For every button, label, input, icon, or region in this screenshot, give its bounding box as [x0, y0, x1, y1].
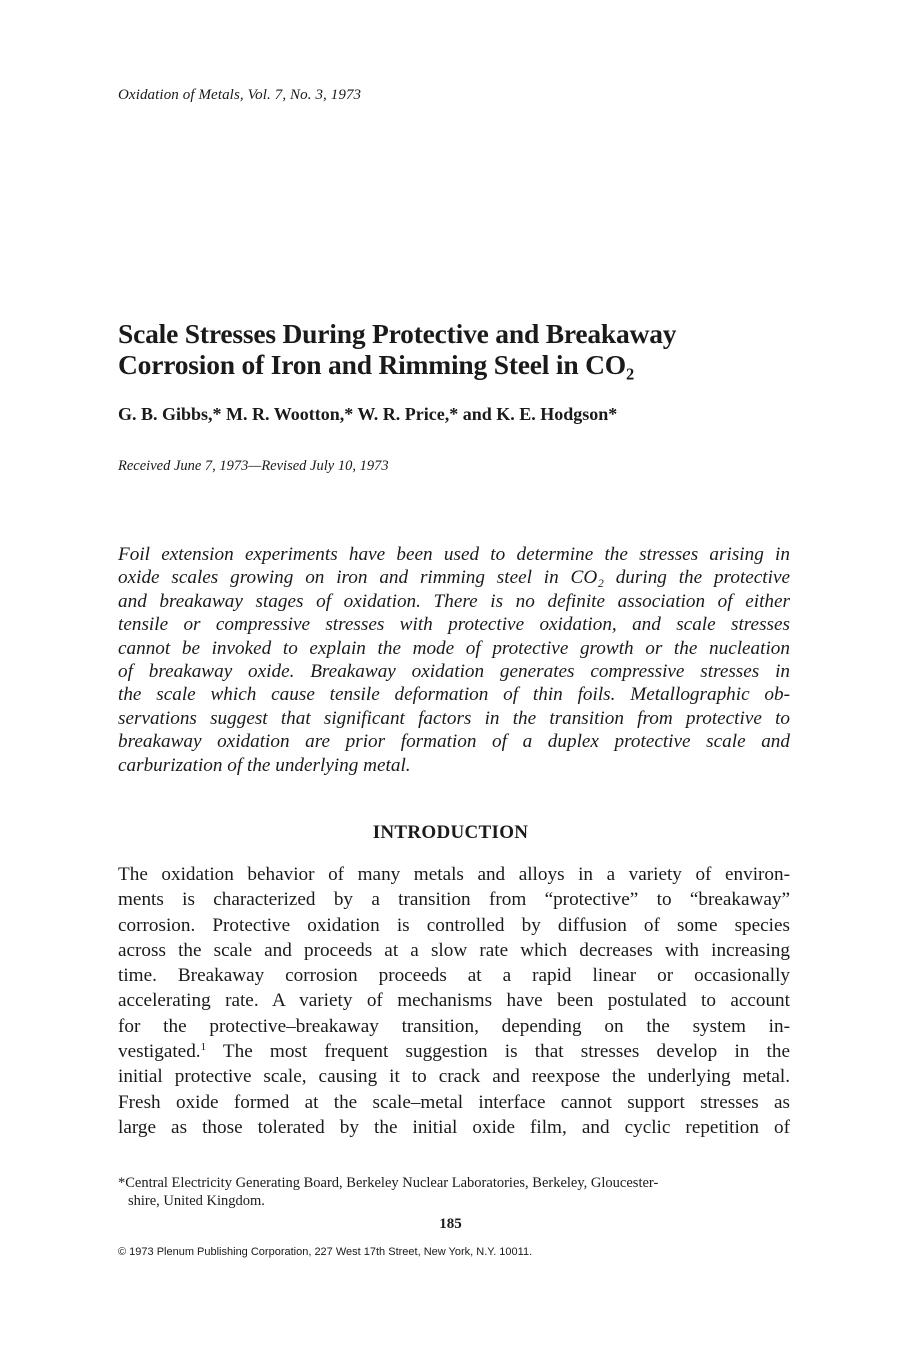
body-line: accelerating rate. A variety of mechanisms have been postulated to account [118, 990, 790, 1012]
title-line-1: Scale Stresses During Protective and Breakaway [118, 318, 677, 349]
affiliation-footnote [118, 1174, 793, 1210]
body-line: The oxidation behavior of many metals and alloys in a variety of environ- [118, 864, 790, 885]
body-line: across the scale and proceeds at a slow rate which decreases with increasing [118, 939, 790, 961]
body-line: corrosion. Protective oxidation is controlled by diffusion of some species [118, 914, 790, 936]
body-line-with-reference [118, 1039, 790, 1064]
article-title [118, 318, 818, 380]
body-line: for the protective–breakaway transition, depending on the system in- [118, 1015, 790, 1037]
abstract-line: Foil extension experiments have been used to determine the stresses arising in [118, 544, 790, 565]
section-heading: INTRODUCTION [372, 822, 529, 843]
received-dates: Received June 7, 1973—Revised July 10, 1973 [118, 458, 389, 474]
abstract-line: oxide scales growing on iron and rimming steel in CO₂ during the protective [118, 567, 790, 589]
abstract-line: servations suggest that significant factors in the transition from protective to [118, 707, 790, 729]
footnote-line-2: shire, United Kingdom. [128, 1193, 265, 1209]
body-line-end: The most frequent suggestion is that stresses develop in the [206, 1041, 790, 1063]
abstract-line: tensile or compressive stresses with protective oxidation, and scale stresses [118, 614, 790, 636]
body-line: Fresh oxide formed at the scale–metal interface cannot support stresses as [118, 1091, 790, 1113]
journal-citation: Oxidation of Metals, Vol. 7, No. 3, 1973 [118, 87, 362, 103]
abstract-line: of breakaway oxide. Breakaway oxidation generates compressive stresses in [118, 660, 790, 682]
reference-marker: 1 [200, 1041, 207, 1054]
introduction-text [118, 862, 790, 1140]
abstract [118, 543, 790, 777]
abstract-line: breakaway oxidation are prior formation of a duplex protective scale and [118, 731, 790, 753]
abstract-line: carburization of the underlying metal. [118, 754, 411, 776]
page-number: 185 [439, 1216, 462, 1232]
body-line: ments is characterized by a transition from “protective” to “breakaway” [118, 889, 790, 911]
body-line: initial protective scale, causing it to crack and reexpose the underlying metal. [118, 1066, 790, 1088]
abstract-line: and breakaway stages of oxidation. There is no definite association of either [118, 590, 790, 612]
abstract-line: the scale which cause tensile deformation of thin foils. Metallographic ob- [118, 684, 790, 706]
footnote-line-1: *Central Electricity Generating Board, Berkeley Nuclear Laboratories, Berkeley, Gloucester- [118, 1175, 659, 1191]
abstract-line: cannot be invoked to explain the mode of protective growth or the nucleation [118, 637, 790, 659]
body-line: time. Breakaway corrosion proceeds at a rapid linear or occasionally [118, 965, 790, 987]
body-line: large as those tolerated by the initial oxide film, and cyclic repetition of [118, 1116, 790, 1138]
author-list: G. B. Gibbs,* M. R. Wootton,* W. R. Price,* and K. E. Hodgson* [118, 404, 618, 424]
body-line-start: vestigated. [118, 1041, 201, 1063]
title-line-2: Corrosion of Iron and Rimming Steel in CO₂ [118, 349, 635, 380]
copyright-notice: © 1973 Plenum Publishing Corporation, 227 West 17th Street, New York, N.Y. 10011. [118, 1246, 533, 1258]
